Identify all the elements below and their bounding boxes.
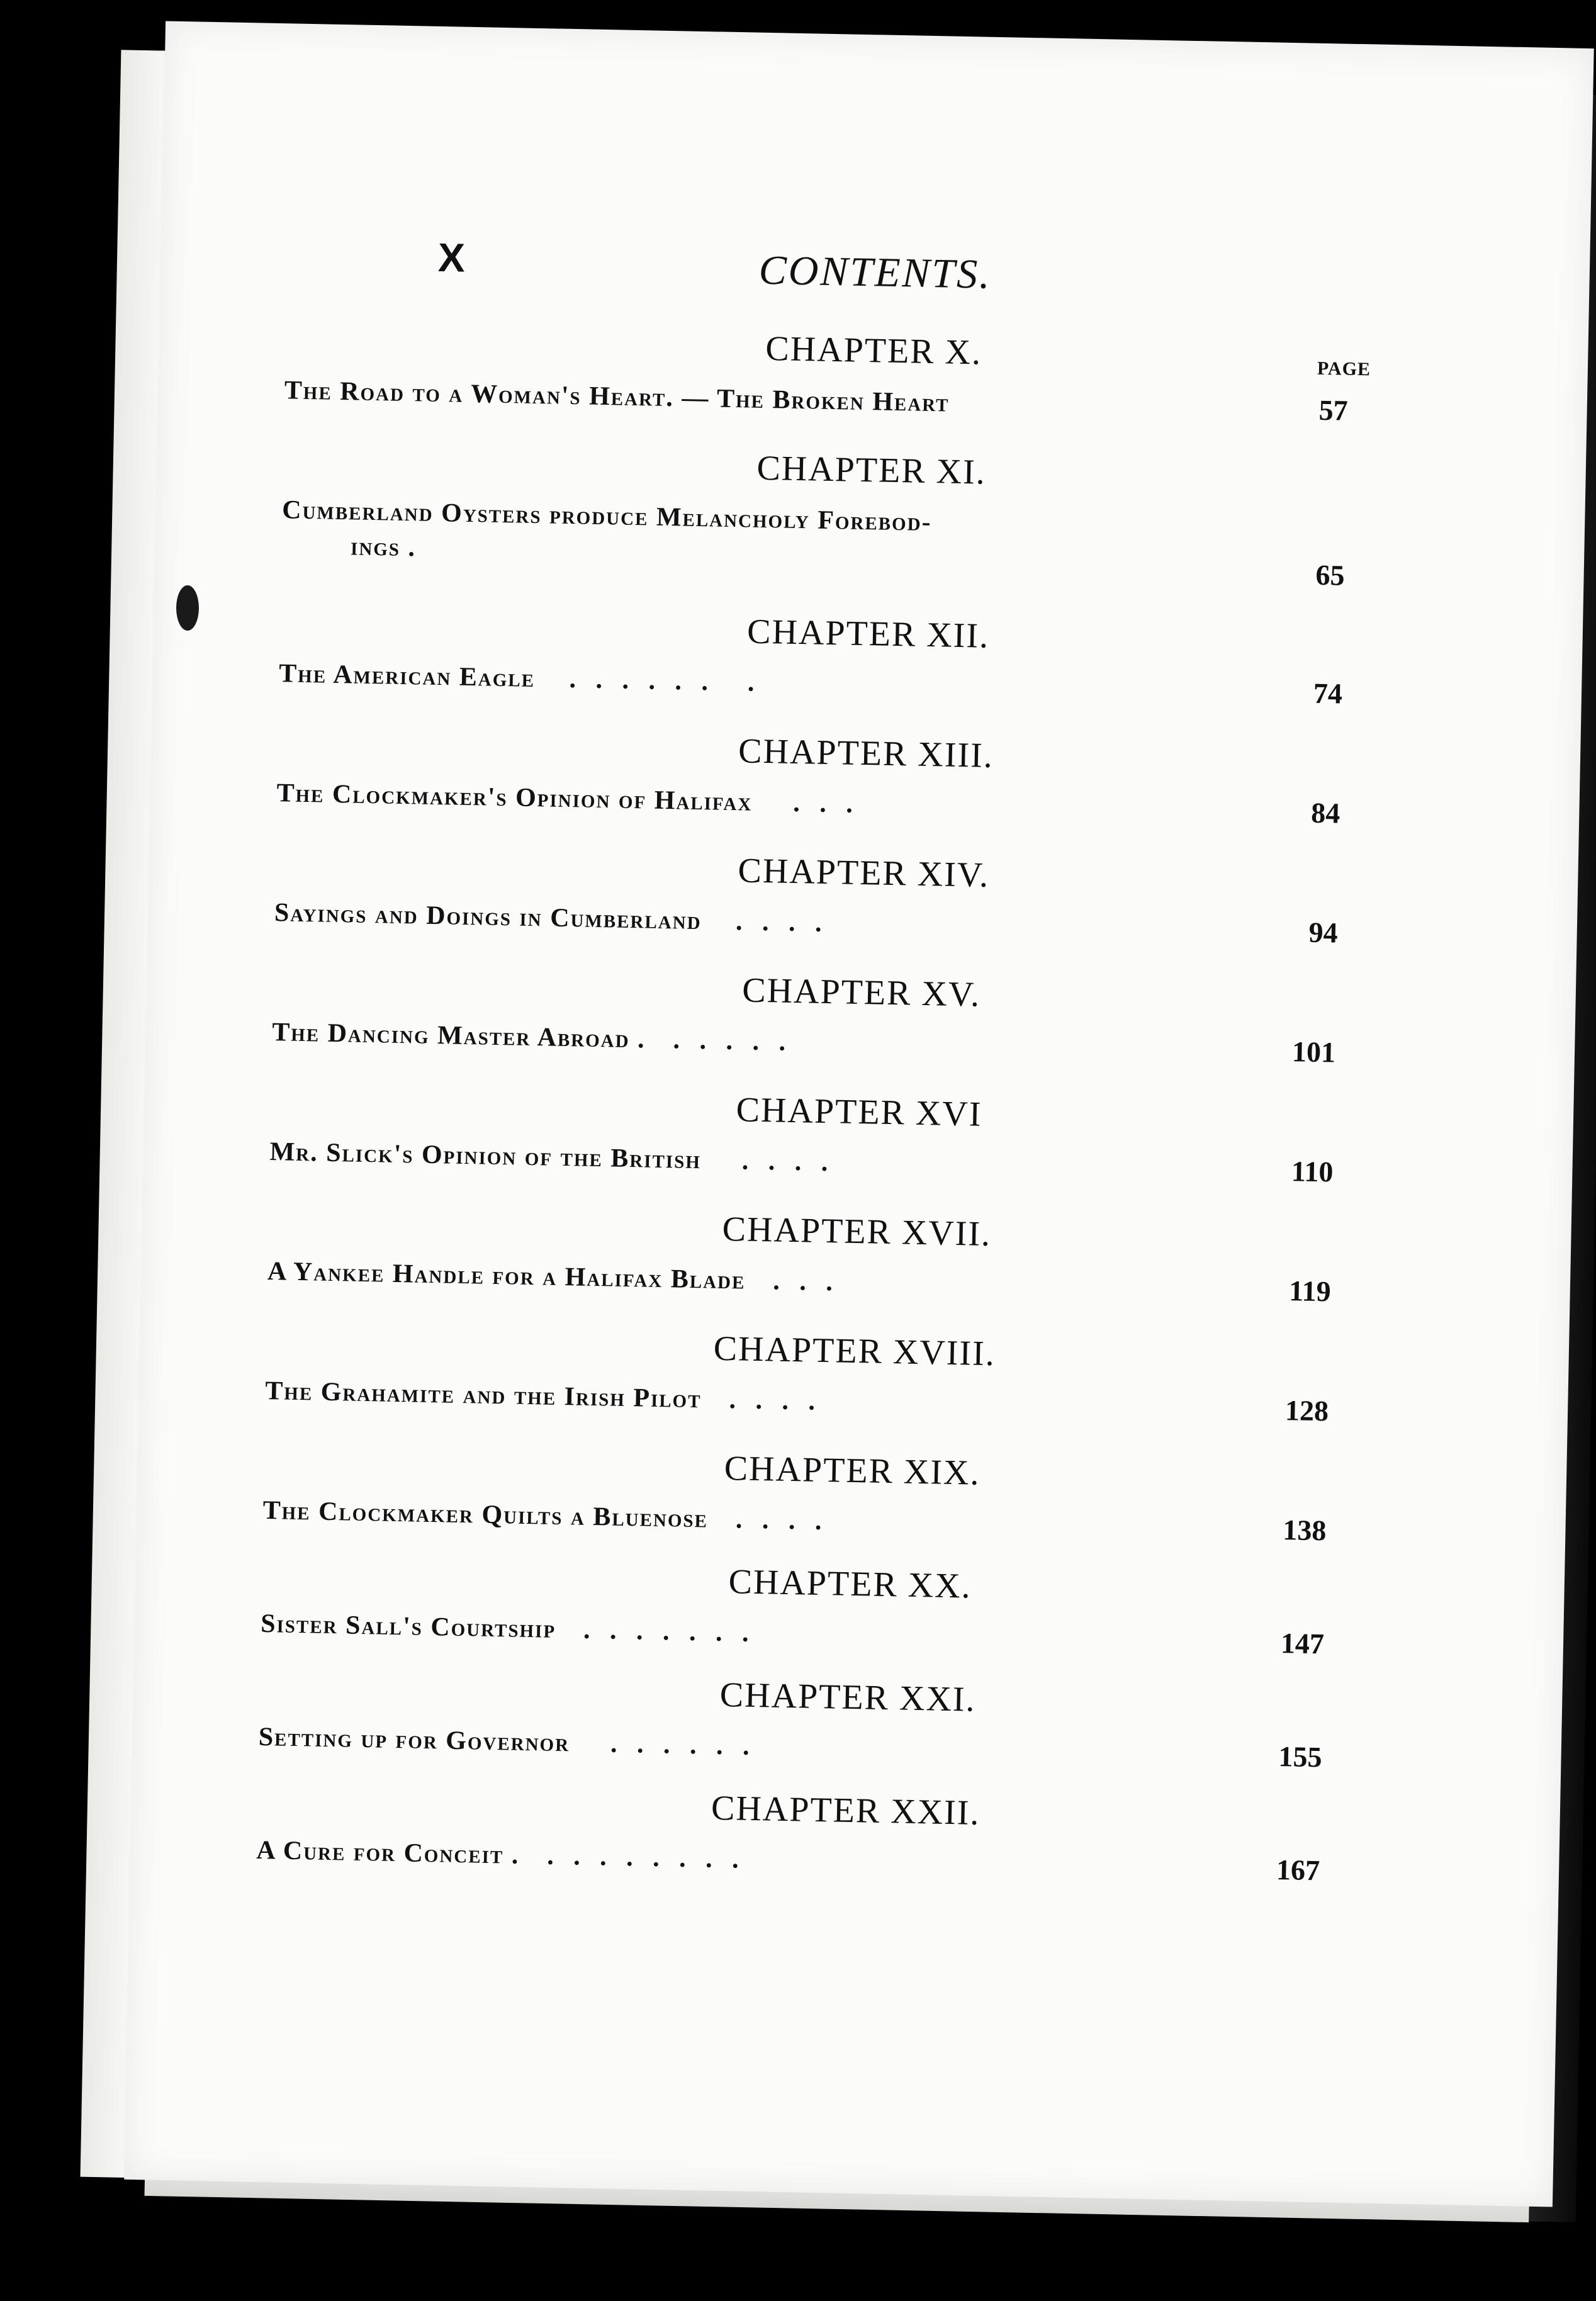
entry-page: 74 <box>1313 677 1343 710</box>
entry-page: 57 <box>1318 393 1349 427</box>
entry-title: Sister Sall's Courtship <box>260 1609 556 1644</box>
leader-dots: . . . . <box>709 906 823 938</box>
toc-entry <box>261 1606 1325 1662</box>
entry-title: The American Eagle <box>278 659 536 693</box>
entry-page: 167 <box>1276 1853 1320 1887</box>
entry-title-continued: ings . <box>350 532 417 563</box>
entry-page: 94 <box>1308 916 1339 949</box>
entry-page: 110 <box>1291 1155 1334 1188</box>
entry-page: 155 <box>1278 1740 1323 1774</box>
toc-entry <box>256 1833 1320 1888</box>
toc-entry <box>265 1373 1329 1429</box>
page-column-label: PAGE <box>1317 357 1371 380</box>
chapter-heading: CHAPTER XXII. <box>711 1788 981 1833</box>
entry-title: The Clockmaker Quilts a Bluenose <box>262 1495 709 1534</box>
toc-entry <box>281 492 1346 594</box>
leader-dots: . . . . <box>709 1385 816 1416</box>
entry-title: A Yankee Handle for a Halifax Blade <box>267 1257 746 1295</box>
toc-entry <box>284 373 1348 428</box>
toc-entry <box>274 895 1338 950</box>
entry-title: Mr. Slick's Opinion of the British <box>269 1137 702 1175</box>
chapter-heading: CHAPTER XVII. <box>722 1209 992 1254</box>
leader-dots: . . . . . . . . <box>527 1841 739 1874</box>
toc-entry <box>262 1493 1327 1548</box>
entry-title: The Dancing Master Abroad . <box>271 1018 646 1054</box>
chapter-heading: CHAPTER XIV. <box>738 851 990 895</box>
toc-entry <box>279 656 1343 711</box>
leader-dots: . . . <box>753 1266 833 1297</box>
chapter-heading: CHAPTER XIX. <box>724 1448 981 1493</box>
entry-title: A Cure for Conceit . <box>256 1835 520 1870</box>
leader-dots: . . . . <box>708 1145 828 1178</box>
entry-page: 101 <box>1291 1035 1336 1069</box>
toc-entry <box>267 1254 1331 1309</box>
entry-title: The Clockmaker's Opinion of Halifax <box>276 779 753 817</box>
punch-hole-mark <box>176 585 199 631</box>
toc-entry <box>269 1134 1334 1190</box>
chapter-heading: CHAPTER XXI. <box>719 1675 977 1719</box>
entry-page: 147 <box>1280 1627 1325 1660</box>
entry-page: 119 <box>1288 1274 1332 1308</box>
chapter-heading: CHAPTER XVIII. <box>713 1329 996 1374</box>
entry-title: Sayings and Doings in Cumberland <box>274 898 702 936</box>
entry-title: Setting up for Governor <box>258 1722 570 1758</box>
running-head: CONTENTS. <box>758 247 992 298</box>
chapter-heading: CHAPTER X. <box>765 329 982 373</box>
entry-title: Cumberland Oysters produce Melancholy Forebod- <box>281 495 933 537</box>
chapter-heading: CHAPTER XI. <box>756 448 987 492</box>
leader-dots: . . . . . . <box>577 1728 750 1761</box>
chapter-heading: CHAPTER XII. <box>746 612 990 656</box>
leader-dots: . . . <box>760 787 853 819</box>
toc-entry <box>276 775 1340 831</box>
chapter-heading: CHAPTER XX. <box>728 1562 972 1606</box>
chapter-heading: CHAPTER XV. <box>741 970 981 1015</box>
leader-dots: . . . . . <box>653 1025 786 1057</box>
entry-page: 65 <box>1315 558 1346 592</box>
book-page <box>124 21 1593 2207</box>
entry-page: 138 <box>1282 1514 1327 1547</box>
chapter-heading: CHAPTER XVI <box>736 1090 982 1134</box>
entry-title: The Grahamite and the Irish Pilot <box>264 1376 702 1414</box>
chapter-heading: CHAPTER XIII. <box>738 731 994 775</box>
toc-entry <box>272 1015 1336 1070</box>
toc-entry <box>258 1719 1322 1775</box>
page-folio: X <box>437 234 466 281</box>
leader-dots: . . . . . . . <box>563 1615 750 1648</box>
entry-title: The Road to a Woman's Heart. — The Broken Heart <box>284 376 950 418</box>
entry-page: 84 <box>1310 796 1340 830</box>
leader-dots: . . . . . . . <box>542 664 755 697</box>
leader-dots: . . . . <box>716 1504 822 1536</box>
entry-page: 128 <box>1284 1394 1329 1427</box>
